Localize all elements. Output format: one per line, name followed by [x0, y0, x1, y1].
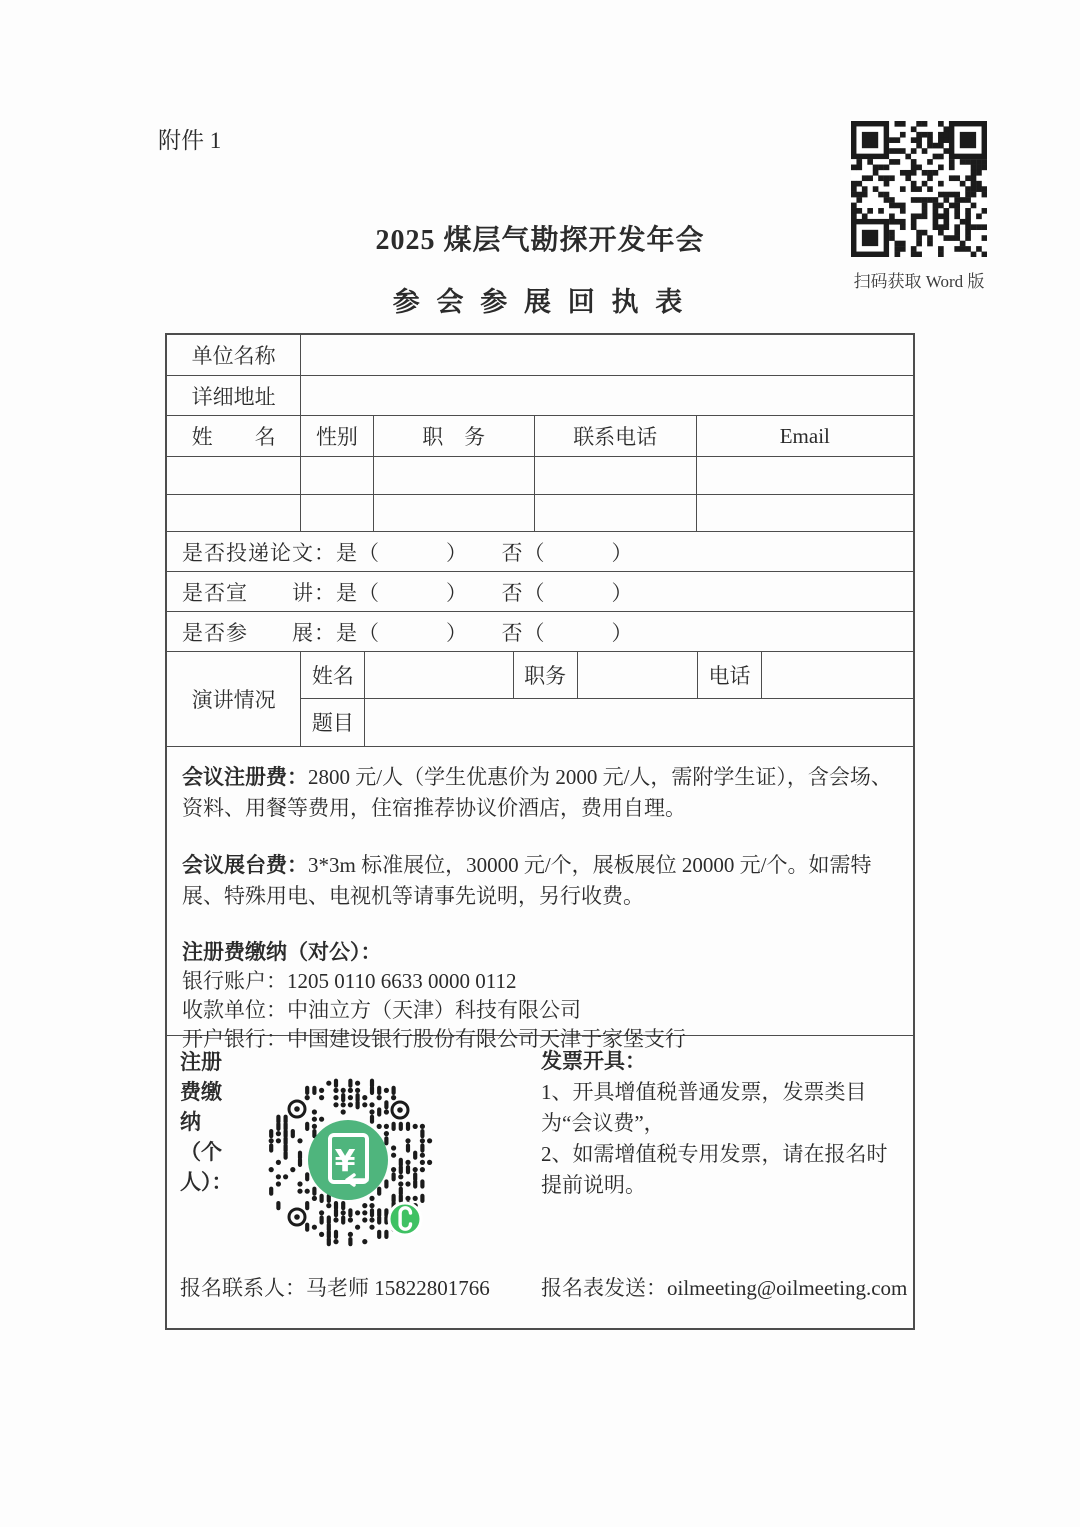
org-name-label: 单位名称	[167, 335, 301, 375]
attendee-cell	[697, 495, 913, 531]
registration-contact: 报名联系人：马老师 15822801766	[180, 1276, 490, 1300]
address-label: 详细地址	[167, 376, 301, 415]
invoice-block	[541, 1046, 893, 1201]
attendee-header-row	[167, 416, 913, 457]
header-phone: 联系电话	[535, 416, 697, 456]
address-value-cell	[301, 376, 913, 415]
page-title: 2025 煤层气勘探开发年会	[375, 225, 705, 256]
registration-form-table	[165, 333, 915, 1330]
attendee-cell	[535, 457, 697, 494]
question-row-paper	[167, 532, 913, 572]
bank-branch-line: 开户银行：中国建设银行股份有限公司天津于家堡支行	[182, 1027, 686, 1051]
personal-payment-row	[167, 1036, 913, 1328]
invoice-line-1: 1、开具增值税普通发票，发票类目为“会议费”，	[541, 1080, 867, 1135]
question-speak-text: 是否宣 讲：是（ ） 否（ ）	[182, 580, 634, 605]
question-exhibit-text: 是否参 展：是（ ） 否（ ）	[182, 620, 634, 645]
attachment-label: 附件 1	[158, 128, 222, 153]
speech-section	[167, 652, 913, 747]
speech-phone-label: 电话	[698, 652, 763, 698]
attendee-cell	[374, 457, 535, 494]
invoice-title: 发票开具：	[541, 1049, 646, 1073]
org-name-row	[167, 335, 913, 376]
attendee-cell	[167, 495, 301, 531]
payee-line: 收款单位：中油立方（天津）科技有限公司	[182, 998, 581, 1022]
page-subtitle: 参 会 参 展 回 执 表	[392, 287, 688, 317]
speech-topic-value-cell	[365, 699, 913, 746]
attendee-cell	[167, 457, 301, 494]
qr-caption: 扫码获取 Word 版	[853, 272, 985, 291]
question-paper-text: 是否投递论文：是（ ） 否（ ）	[182, 540, 634, 565]
speech-position-value-cell	[578, 652, 698, 698]
speech-topic-row	[301, 699, 913, 746]
attendee-cell	[535, 495, 697, 531]
fees-row	[167, 747, 913, 1051]
header-position: 职 务	[374, 416, 535, 456]
speech-subgrid	[301, 652, 913, 746]
form-send-to: 报名表发送：oilmeeting@oilmeeting.com	[541, 1276, 908, 1300]
speech-phone-value-cell	[762, 652, 913, 698]
attendee-cell	[301, 495, 373, 531]
attendee-row	[167, 495, 913, 532]
speech-name-label: 姓名	[301, 652, 365, 698]
speech-name-value-cell	[365, 652, 513, 698]
booth-fee-paragraph	[182, 850, 895, 912]
header-gender: 性别	[301, 416, 373, 456]
header-name: 姓 名	[167, 416, 301, 456]
attendee-cell	[697, 457, 913, 494]
registration-fee-label: 会议注册费：	[182, 765, 308, 789]
header-email: Email	[779, 423, 830, 448]
svg-text:¥: ¥	[334, 1144, 356, 1179]
speech-position-label: 职务	[514, 652, 578, 698]
fees-cell	[167, 747, 913, 1051]
attendee-row	[167, 457, 913, 495]
registration-fee-paragraph	[182, 762, 895, 824]
question-row-speak	[167, 572, 913, 612]
org-name-value-cell	[301, 335, 913, 375]
booth-fee-label: 会议展台费：	[182, 853, 308, 877]
speech-info-row	[301, 652, 913, 699]
word-qr-block	[849, 121, 989, 292]
attendee-cell	[301, 457, 373, 494]
corporate-payment-block	[182, 938, 895, 1054]
wechat-pay-qr-code	[260, 1072, 436, 1248]
personal-payment-title: 注册费缴纳（个人）：	[180, 1050, 233, 1194]
question-row-exhibit	[167, 612, 913, 652]
attendee-cell	[374, 495, 535, 531]
corporate-payment-title: 注册费缴纳（对公）：	[182, 940, 382, 964]
address-row	[167, 376, 913, 416]
invoice-line-2: 2、如需增值税专用发票，请在报名时提前说明。	[541, 1142, 888, 1197]
speech-topic-label: 题目	[301, 699, 365, 746]
registration-fee-text: 2800 元/人（学生优惠价为 2000 元/人，需附学生证），含会场、资料、用餐等费用，住宿推荐协议价酒店，费用自理。	[182, 765, 892, 820]
speech-section-label: 演讲情况	[167, 652, 301, 746]
booth-fee-text: 3*3m 标准展位，30000 元/个，展板展位 20000 元/个。如需特展、特殊用电、电视机等请事先说明，另行收费。	[182, 853, 872, 908]
bank-account-line: 银行账户：1205 0110 6633 0000 0112	[182, 969, 517, 993]
